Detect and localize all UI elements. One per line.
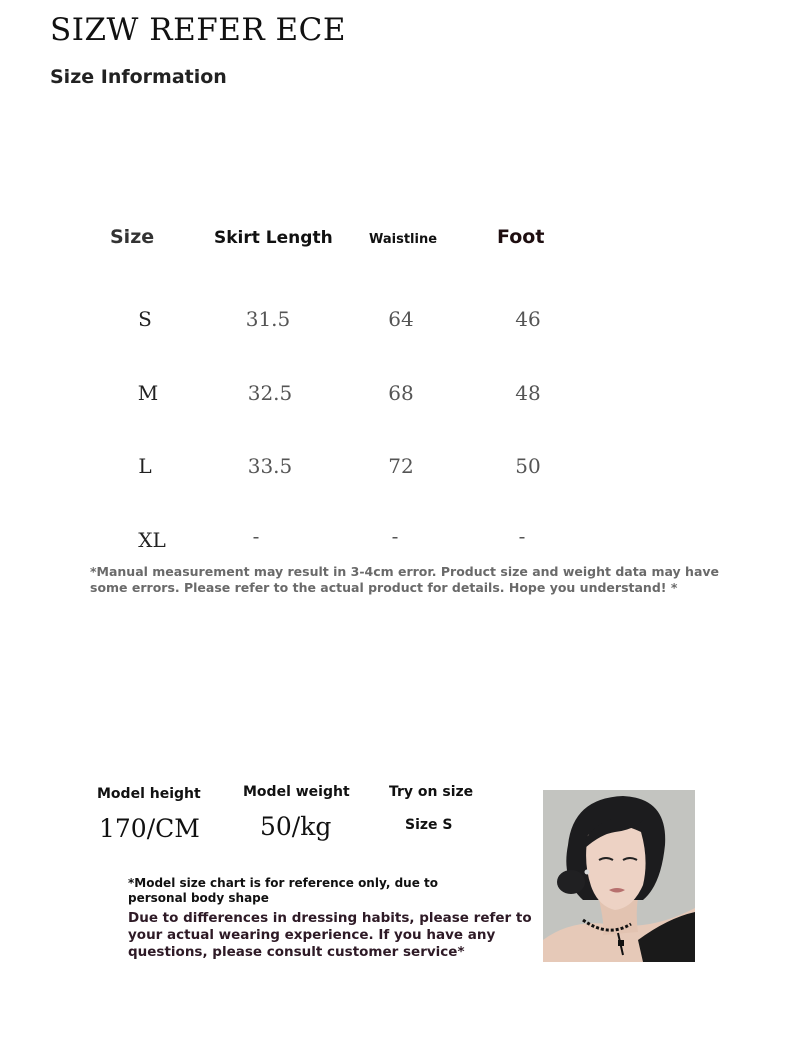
cell-waistline: 64	[388, 307, 414, 331]
cell-skirt-length: -	[252, 524, 260, 548]
column-header-foot: Foot	[497, 226, 545, 248]
cell-skirt-length: 33.5	[247, 454, 293, 478]
cell-size: S	[138, 307, 152, 331]
page-title: SIZW REFER ECE	[50, 12, 347, 48]
cell-skirt-length: 31.5	[245, 307, 291, 331]
cell-foot: 46	[515, 307, 541, 331]
cell-size: L	[138, 454, 152, 478]
dressing-habits-note: Due to differences in dressing habits, please refer to your actual wearing experience. If you have any questions, please consult customer service*	[128, 910, 532, 960]
model-reference-note: *Model size chart is for reference only, due to personal body shape	[128, 876, 439, 905]
cell-waistline: 68	[388, 381, 414, 405]
column-header-waistline: Waistline	[369, 232, 438, 247]
cell-size: XL	[138, 528, 166, 552]
cell-waistline: -	[391, 524, 399, 548]
cell-waistline: 72	[388, 454, 414, 478]
measurement-note: *Manual measurement may result in 3-4cm error. Product size and weight data may have some errors. Please refer to the actual product for details. Hope you understand! *	[90, 564, 720, 595]
cell-size: M	[137, 381, 159, 405]
column-header-size: Size	[110, 226, 155, 248]
cell-foot: 48	[515, 381, 541, 405]
cell-foot: -	[518, 524, 526, 548]
model-weight-label: Model weight	[243, 784, 350, 800]
try-on-size-value: Size S	[405, 817, 453, 833]
cell-foot: 50	[515, 454, 541, 478]
cell-skirt-length: 32.5	[247, 381, 293, 405]
section-subtitle: Size Information	[50, 66, 227, 88]
column-header-skirt-length: Skirt Length	[214, 228, 333, 248]
model-height-label: Model height	[97, 786, 201, 802]
try-on-size-label: Try on size	[389, 784, 474, 800]
model-photo	[543, 790, 695, 962]
model-weight-value: 50/kg	[260, 812, 332, 841]
model-portrait-image	[543, 790, 695, 962]
model-height-value: 170/CM	[99, 814, 200, 843]
